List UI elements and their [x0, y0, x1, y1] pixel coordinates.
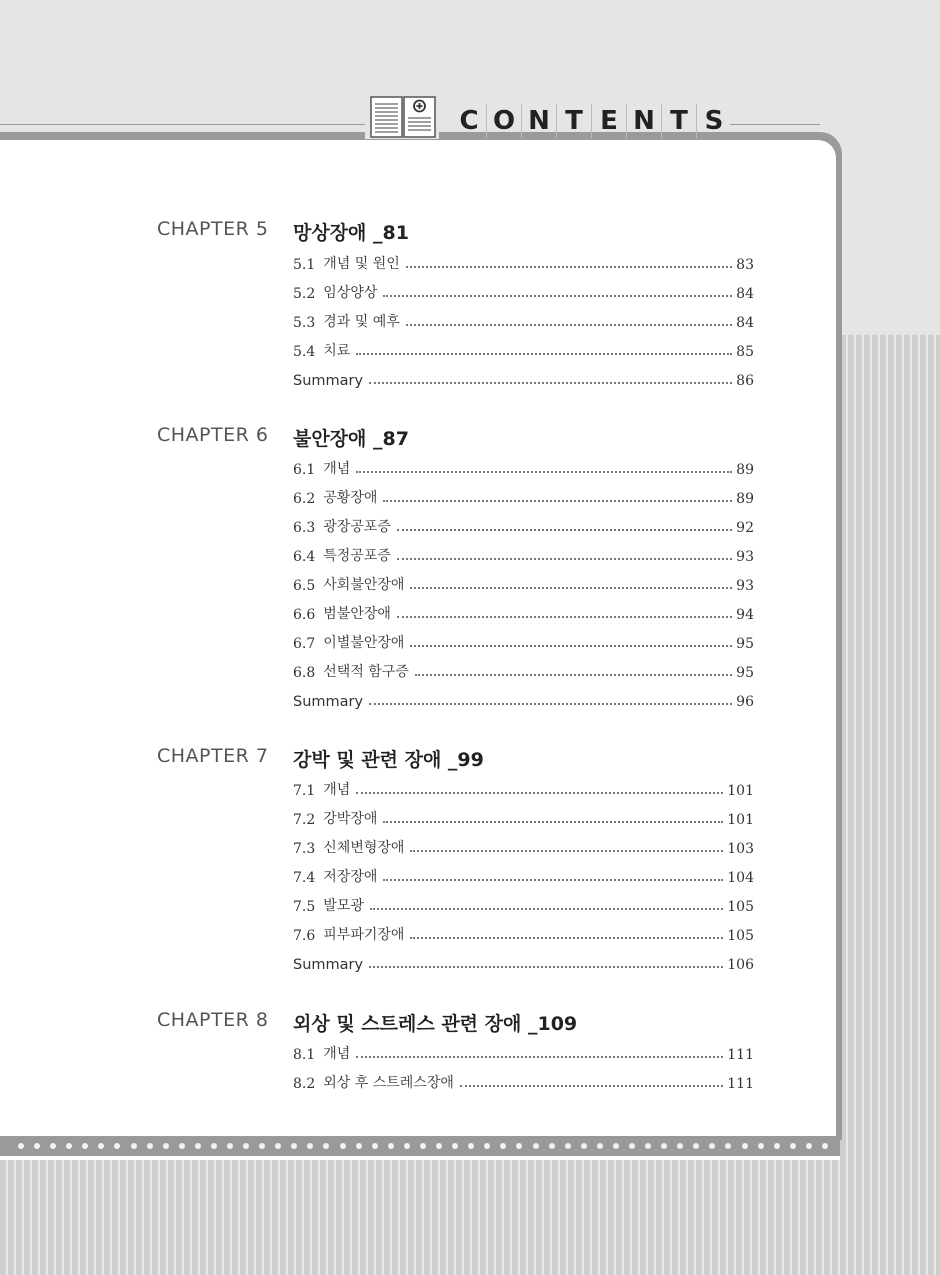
leader-dots: [410, 937, 723, 939]
toc-entry[interactable]: [293, 777, 754, 799]
entry-title: 피부파기장애: [323, 927, 405, 943]
footer-dot: [275, 1143, 281, 1149]
footer-dot: [404, 1143, 410, 1149]
toc-entry[interactable]: [293, 543, 754, 565]
entry-title: 선택적 함구증: [323, 664, 409, 680]
header-rule-left: [0, 124, 380, 125]
footer-dot: [340, 1143, 346, 1149]
toc-entry-summary[interactable]: [293, 688, 754, 710]
entry-number: 7.6: [293, 928, 316, 944]
footer-dot: [468, 1143, 474, 1149]
book-icon: [370, 96, 436, 138]
leader-dots: [410, 587, 732, 589]
entry-title: 저장장애: [323, 869, 378, 885]
entry-number: 6.5: [293, 578, 316, 594]
leader-dots: [370, 908, 723, 910]
leader-dots: [406, 324, 732, 326]
entry-number: 7.1: [293, 783, 316, 799]
entry-page: 96: [736, 694, 754, 710]
toc-entry[interactable]: [293, 251, 754, 273]
entry-title: 개념: [323, 782, 351, 798]
footer-dot: [806, 1143, 812, 1149]
footer-dot: [516, 1143, 522, 1149]
footer-dot: [227, 1143, 233, 1149]
footer-dot: [613, 1143, 619, 1149]
footer-dot: [114, 1143, 120, 1149]
leader-dots: [356, 1056, 723, 1058]
footer-dot: [291, 1143, 297, 1149]
entry-page: 93: [736, 578, 754, 594]
entry-number: 6.3: [293, 520, 316, 536]
leader-dots: [406, 266, 732, 268]
entry-number: 5.4: [293, 344, 316, 360]
title-letter: O: [487, 104, 522, 138]
side-band: [838, 0, 940, 335]
footer-dot: [307, 1143, 313, 1149]
entry-title: 범불안장애: [323, 606, 391, 622]
toc-entry[interactable]: [293, 893, 754, 915]
footer-dot: [50, 1143, 56, 1149]
title-letter: T: [557, 104, 592, 138]
entry-number: 6.7: [293, 636, 316, 652]
entry-page: 84: [736, 315, 754, 331]
entry-page: 89: [736, 462, 754, 478]
chapter-label: CHAPTER 7: [157, 745, 269, 767]
leader-dots: [415, 674, 732, 676]
chapter-title: 강박 및 관련 장애 _99: [293, 749, 484, 771]
toc-entry[interactable]: [293, 309, 754, 331]
contents-title: [452, 104, 731, 138]
title-letter: N: [627, 104, 662, 138]
leader-dots: [369, 703, 732, 705]
entry-number: 8.1: [293, 1047, 316, 1063]
toc-entry[interactable]: [293, 338, 754, 360]
toc-entry[interactable]: [293, 922, 754, 944]
entry-title: 임상양상: [323, 285, 378, 301]
footer-dot: [597, 1143, 603, 1149]
footer-dot: [356, 1143, 362, 1149]
title-letter: E: [592, 104, 627, 138]
toc-entry[interactable]: [293, 456, 754, 478]
toc-entry-summary[interactable]: [293, 951, 754, 973]
entry-title: 개념: [323, 461, 351, 477]
entry-title: 강박장애: [323, 811, 378, 827]
entry-title: 광장공포증: [323, 519, 391, 535]
entry-number: 7.3: [293, 841, 316, 857]
entry-number: 6.4: [293, 549, 316, 565]
footer-dot: [758, 1143, 764, 1149]
footer-dot: [549, 1143, 555, 1149]
chapter-title: 불안장애 _87: [293, 428, 409, 450]
entry-number: 6.2: [293, 491, 316, 507]
entry-page: 101: [727, 783, 754, 799]
leader-dots: [383, 500, 732, 502]
footer-dot: [195, 1143, 201, 1149]
footer-dot: [629, 1143, 635, 1149]
footer-dot: [484, 1143, 490, 1149]
entry-number: 7.4: [293, 870, 316, 886]
entry-number: 7.2: [293, 812, 316, 828]
leader-dots: [410, 850, 723, 852]
entry-page: 111: [727, 1047, 754, 1063]
footer-dot: [645, 1143, 651, 1149]
footer-dot: [131, 1143, 137, 1149]
toc-entry[interactable]: [293, 572, 754, 594]
entry-page: 84: [736, 286, 754, 302]
entry-title: 신체변형장애: [323, 840, 405, 856]
entry-page: 89: [736, 491, 754, 507]
toc-entry[interactable]: [293, 485, 754, 507]
footer-dot: [693, 1143, 699, 1149]
bottom-stripes: [0, 1160, 940, 1275]
leader-dots: [356, 353, 732, 355]
leader-dots: [383, 879, 723, 881]
entry-page: 93: [736, 549, 754, 565]
footer-dot: [211, 1143, 217, 1149]
footer-dot: [790, 1143, 796, 1149]
toc-entry[interactable]: [293, 1041, 754, 1063]
leader-dots: [397, 529, 732, 531]
footer-dot: [179, 1143, 185, 1149]
footer-dot: [774, 1143, 780, 1149]
entry-page: 101: [727, 812, 754, 828]
footer-dots: [18, 1143, 828, 1151]
entry-number: 5.1: [293, 257, 316, 273]
entry-title: Summary: [293, 373, 364, 389]
entry-page: 83: [736, 257, 754, 273]
entry-page: 106: [727, 957, 754, 973]
title-letter: T: [662, 104, 697, 138]
entry-page: 86: [736, 373, 754, 389]
leader-dots: [410, 645, 732, 647]
footer-dot: [742, 1143, 748, 1149]
leader-dots: [397, 616, 732, 618]
entry-page: 95: [736, 665, 754, 681]
entry-title: 개념 및 원인: [323, 256, 400, 272]
entry-title: Summary: [293, 694, 364, 710]
footer-dot: [709, 1143, 715, 1149]
footer-dot: [533, 1143, 539, 1149]
chapter-label: CHAPTER 8: [157, 1009, 269, 1031]
entry-page: 92: [736, 520, 754, 536]
footer-dot: [82, 1143, 88, 1149]
footer-dot: [98, 1143, 104, 1149]
footer-dot: [581, 1143, 587, 1149]
entry-title: 공황장애: [323, 490, 378, 506]
entry-page: 111: [727, 1076, 754, 1092]
footer-dot: [565, 1143, 571, 1149]
footer-dot: [420, 1143, 426, 1149]
toc-entry[interactable]: [293, 514, 754, 536]
entry-page: 105: [727, 928, 754, 944]
leader-dots: [460, 1085, 723, 1087]
footer-dot: [725, 1143, 731, 1149]
footer-dot: [677, 1143, 683, 1149]
entry-title: 치료: [323, 343, 351, 359]
footer-dot: [661, 1143, 667, 1149]
entry-number: 6.1: [293, 462, 316, 478]
footer-dot: [66, 1143, 72, 1149]
title-letter: N: [522, 104, 557, 138]
footer-dot: [163, 1143, 169, 1149]
leader-dots: [356, 792, 723, 794]
entry-number: 5.2: [293, 286, 316, 302]
footer-dot: [323, 1143, 329, 1149]
title-letter: C: [452, 104, 487, 138]
footer-dot: [147, 1143, 153, 1149]
footer-dot: [259, 1143, 265, 1149]
leader-dots: [383, 295, 732, 297]
toc-entry[interactable]: [293, 601, 754, 623]
entry-number: 6.6: [293, 607, 316, 623]
entry-page: 95: [736, 636, 754, 652]
toc-entry-summary[interactable]: [293, 367, 754, 389]
entry-title: 이별불안장애: [323, 635, 405, 651]
leader-dots: [397, 558, 732, 560]
leader-dots: [369, 966, 723, 968]
footer-dot: [243, 1143, 249, 1149]
footer-dot: [822, 1143, 828, 1149]
entry-page: 94: [736, 607, 754, 623]
entry-number: 7.5: [293, 899, 316, 915]
toc-entry[interactable]: [293, 280, 754, 302]
entry-number: 6.8: [293, 665, 316, 681]
toc-entry[interactable]: [293, 1070, 754, 1092]
entry-number: 8.2: [293, 1076, 316, 1092]
entry-page: 104: [727, 870, 754, 886]
entry-title: 외상 후 스트레스장애: [323, 1075, 454, 1091]
entry-title: Summary: [293, 957, 364, 973]
entry-title: 개념: [323, 1046, 351, 1062]
leader-dots: [369, 382, 732, 384]
toc-entry[interactable]: [293, 659, 754, 681]
side-stripes: [840, 335, 940, 1275]
entry-number: 5.3: [293, 315, 316, 331]
entry-title: 발모광: [323, 898, 364, 914]
footer-dot: [388, 1143, 394, 1149]
entry-page: 103: [727, 841, 754, 857]
footer-dot: [34, 1143, 40, 1149]
toc-entry[interactable]: [293, 806, 754, 828]
chapter-label: CHAPTER 5: [157, 218, 269, 240]
leader-dots: [383, 821, 723, 823]
entry-title: 특정공포증: [323, 548, 391, 564]
entry-page: 85: [736, 344, 754, 360]
footer-dot: [452, 1143, 458, 1149]
leader-dots: [356, 471, 732, 473]
chapter-label: CHAPTER 6: [157, 424, 269, 446]
header-rule-right: [730, 124, 820, 125]
chapter-title: 외상 및 스트레스 관련 장애 _109: [293, 1013, 578, 1035]
footer-dot: [18, 1143, 24, 1149]
toc-entry[interactable]: [293, 630, 754, 652]
footer-dot: [500, 1143, 506, 1149]
entry-page: 105: [727, 899, 754, 915]
footer-dot: [372, 1143, 378, 1149]
title-letter: S: [704, 106, 724, 136]
toc-entry[interactable]: [293, 835, 754, 857]
footer-dot: [436, 1143, 442, 1149]
toc-entry[interactable]: [293, 864, 754, 886]
entry-title: 사회불안장애: [323, 577, 405, 593]
entry-title: 경과 및 예후: [323, 314, 400, 330]
chapter-title: 망상장애 _81: [293, 222, 409, 244]
